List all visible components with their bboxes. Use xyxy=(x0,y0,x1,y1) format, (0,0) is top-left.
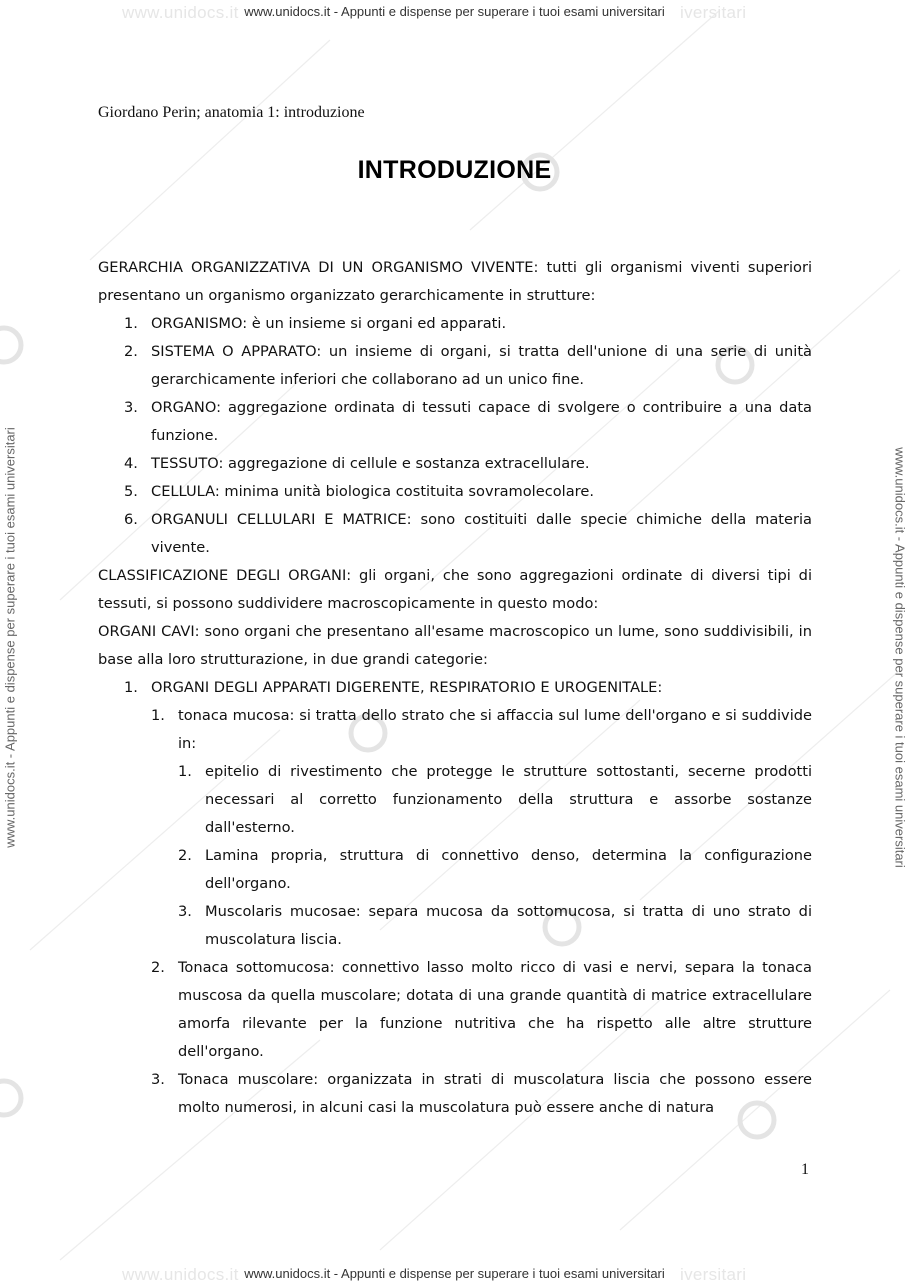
list-item xyxy=(151,954,812,1066)
classificazione-paragraph: CLASSIFICAZIONE DEGLI ORGANI: gli organi, che sono aggregazioni ordinate di diversi tipi di tessuti, si possono suddividere macroscopicamente in questo modo: xyxy=(98,567,812,612)
watermark-ghost-bottom-right: iversitari xyxy=(680,1265,747,1284)
list-item-text: Tonaca sottomucosa: connettivo lasso molto ricco di vasi e nervi, separa la tonaca muscosa da quella muscolare; dotata di una grande quantità di matrice extracellulare amorfa rilevante per la funzione nutritiva che ha rispetto alle altre strutture dell'organo. xyxy=(178,959,812,1060)
tonaca-list xyxy=(98,954,812,1122)
list-item xyxy=(124,506,812,562)
organi-cavi-paragraph: ORGANI CAVI: sono organi che presentano all'esame macroscopico un lume, sono suddivisibili, in base alla loro strutturazione, in due grandi categorie: xyxy=(98,623,812,668)
watermark-banner-left: www.unidocs.it - Appunti e dispense per superare i tuoi esami universitari xyxy=(2,427,18,848)
list-number: 5. xyxy=(124,483,138,500)
list-item xyxy=(124,394,812,450)
list-number: 1. xyxy=(124,315,138,332)
gerarchia-paragraph: GERARCHIA ORGANIZZATIVA DI UN ORGANISMO VIVENTE: tutti gli organismi viventi superiori presentano un organismo organizzato gerarchicamente in strutture: xyxy=(98,259,812,304)
list-item-text: TESSUTO: aggregazione di cellule e sostanza extracellulare. xyxy=(151,455,590,472)
list-number: 1. xyxy=(124,679,138,696)
document-body xyxy=(98,254,812,1122)
list-item-text: ORGANI DEGLI APPARATI DIGERENTE, RESPIRATORIO E UROGENITALE: xyxy=(151,679,663,696)
watermark-ghost-top: www.unidocs.it xyxy=(122,3,239,22)
page-title: INTRODUZIONE xyxy=(357,156,552,184)
list-item xyxy=(178,758,812,842)
tonaca-mucosa-item xyxy=(151,702,812,758)
list-number: 1. xyxy=(178,763,192,780)
list-item-text: Tonaca muscolare: organizzata in strati di muscolatura liscia che possono essere molto numerosi, in alcuni casi la muscolatura può essere anche di natura xyxy=(178,1071,812,1116)
page-number: 1 xyxy=(801,1161,809,1178)
watermark-ghost-top-right: iversitari xyxy=(680,3,747,22)
list-number: 3. xyxy=(151,1071,165,1088)
list-item-text: SISTEMA O APPARATO: un insieme di organi, si tratta dell'unione di una serie di unità gerarchicamente inferiori che collaborano ad un unico fine. xyxy=(151,343,812,388)
list-item xyxy=(124,338,812,394)
list-item-text: ORGANISMO: è un insieme si organi ed apparati. xyxy=(151,315,507,332)
watermark-banner-right: www.unidocs.it - Appunti e dispense per superare i tuoi esami universitari xyxy=(892,447,908,868)
mucosa-sublist xyxy=(98,758,812,954)
list-item-text: ORGANULI CELLULARI E MATRICE: sono costituiti dalle specie chimiche della materia vivente. xyxy=(151,511,812,556)
list-number: 3. xyxy=(124,399,138,416)
watermark-banner-top[interactable]: www.unidocs.it - Appunti e dispense per superare i tuoi esami universitari xyxy=(244,4,665,19)
list-number: 4. xyxy=(124,455,138,472)
list-item xyxy=(124,478,812,506)
list-item xyxy=(151,1066,812,1122)
list-number: 2. xyxy=(151,959,165,976)
list-item-text: tonaca mucosa: si tratta dello strato che si affaccia sul lume dell'organo e si suddivide in: xyxy=(178,707,812,752)
list-item-text: Muscolaris mucosae: separa mucosa da sottomucosa, si tratta di uno strato di muscolatura liscia. xyxy=(205,903,812,948)
running-header: Giordano Perin; anatomia 1: introduzione xyxy=(98,104,365,121)
list-item-text: Lamina propria, struttura di connettivo denso, determina la configurazione dell'organo. xyxy=(205,847,812,892)
list-item xyxy=(178,842,812,898)
watermark-ghost-bottom: www.unidocs.it xyxy=(122,1265,239,1284)
apparati-list-item xyxy=(124,674,812,702)
list-item-text: epitelio di rivestimento che protegge le strutture sottostanti, secerne prodotti necessari al corretto funzionamento della struttura e assorbe sostanze dall'esterno. xyxy=(205,763,812,836)
list-item xyxy=(124,450,812,478)
list-number: 3. xyxy=(178,903,192,920)
list-number: 2. xyxy=(178,847,192,864)
list-number: 6. xyxy=(124,511,138,528)
list-number: 2. xyxy=(124,343,138,360)
list-item-text: CELLULA: minima unità biologica costituita sovramolecolare. xyxy=(151,483,594,500)
watermark-banner-bottom[interactable]: www.unidocs.it - Appunti e dispense per superare i tuoi esami universitari xyxy=(244,1266,665,1281)
list-item xyxy=(124,310,812,338)
gerarchia-list xyxy=(98,310,812,562)
list-number: 1. xyxy=(151,707,165,724)
list-item-text: ORGANO: aggregazione ordinata di tessuti capace di svolgere o contribuire a una data funzione. xyxy=(151,399,812,444)
list-item xyxy=(178,898,812,954)
